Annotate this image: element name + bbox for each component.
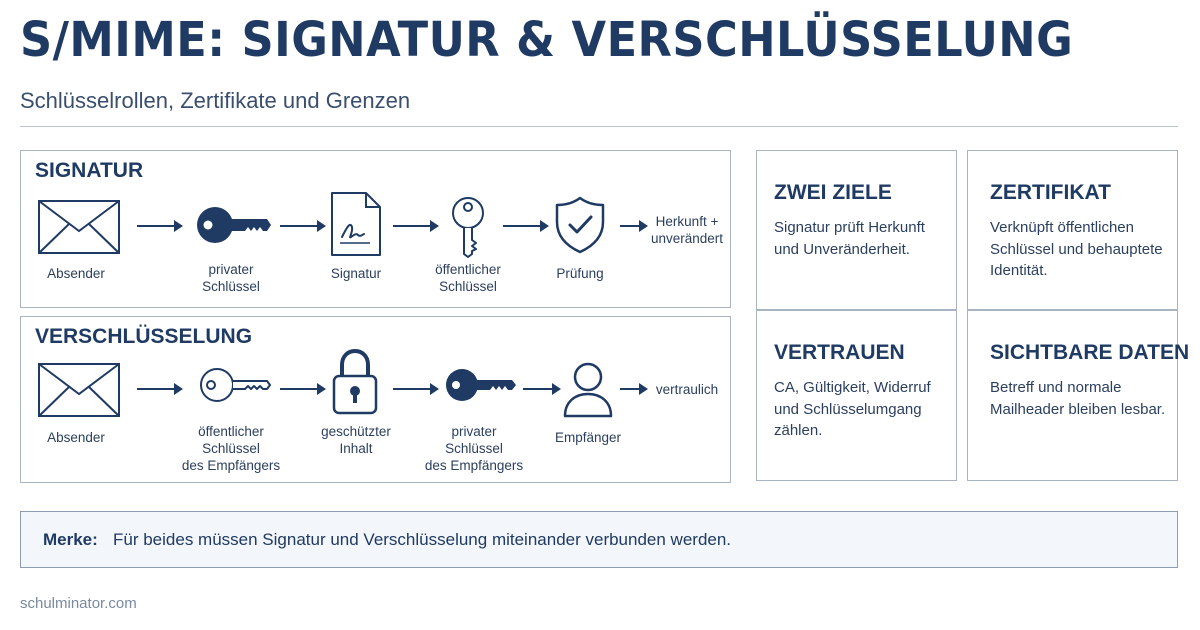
card-title: ZERTIFIKAT [990,181,1111,204]
card-zwei-ziele [756,150,957,310]
card-title: SICHTBARE DATEN [990,341,1190,364]
envelope-icon [37,362,121,418]
verschluesselung-step-label: Empfänger [554,430,622,445]
verschluesselung-panel [20,316,731,483]
signatur-panel [20,150,731,308]
envelope-icon [37,199,121,255]
arrow-right-icon [136,381,184,397]
signatur-step-label: Prüfung [556,266,604,281]
signatur-step-label: öffentlicher Schlüssel [435,262,501,294]
card-title: ZWEI ZIELE [774,181,892,204]
arrow-right-icon [522,381,562,397]
header-divider [20,126,1178,127]
note-text: Für beides müssen Signatur und Verschlüsselung miteinander verbunden werden. [113,530,732,549]
private-key-icon [195,205,271,245]
verschluesselung-panel-title: VERSCHLÜSSELUNG [35,325,253,348]
card-text: Signatur prüft Herkunft und Unveränderheit. [774,219,925,258]
card-vertrauen [756,310,957,481]
arrow-right-icon [136,218,184,234]
merke-note [20,511,1178,568]
public-key-icon [450,196,486,258]
footer-source: schulminator.com [20,595,137,612]
signatur-step-label: Signatur [330,266,382,281]
arrow-right-icon [619,218,649,234]
signatur-step-label: privater Schlüssel [202,262,260,294]
arrow-right-icon [279,381,327,397]
arrow-right-icon [502,218,550,234]
verschluesselung-step-label: Absender [47,430,105,445]
private-key-icon [444,367,516,403]
signatur-step-label: Absender [47,266,105,281]
arrow-right-icon [392,381,440,397]
signatur-result: Herkunft + unverändert [650,214,724,246]
card-zertifikat [967,150,1178,310]
page-title: S/MIME: SIGNATUR & VERSCHLÜSSELUNG [20,12,1074,68]
card-text: Betreff und normale Mailheader bleiben lesbar. [990,379,1166,418]
card-sichtbare-daten [967,310,1190,481]
arrow-right-icon [279,218,327,234]
card-text: Verknüpft öffentlichen Schlüssel und behauptete Identität. [990,219,1163,279]
user-icon [562,362,614,418]
shield-check-icon [555,196,605,254]
card-text: CA, Gültigkeit, Widerruf und Schlüsselumgang zählen. [774,379,931,439]
document-signature-icon [330,191,382,257]
arrow-right-icon [392,218,440,234]
padlock-icon [332,349,378,415]
verschluesselung-step-label: geschützter Inhalt [321,424,391,456]
verschluesselung-step-label: privater Schlüssel des Empfängers [424,424,524,473]
arrow-right-icon [619,381,649,397]
card-title: VERTRAUEN [774,341,905,364]
note-label: Merke: [43,530,98,549]
signatur-panel-title: SIGNATUR [35,159,144,182]
verschluesselung-result: vertraulich [655,382,719,397]
page-subtitle: Schlüsselrollen, Zertifikate und Grenzen [20,88,411,113]
public-key-icon [199,367,271,403]
verschluesselung-step-label: öffentlicher Schlüssel des Empfängers [181,424,281,473]
